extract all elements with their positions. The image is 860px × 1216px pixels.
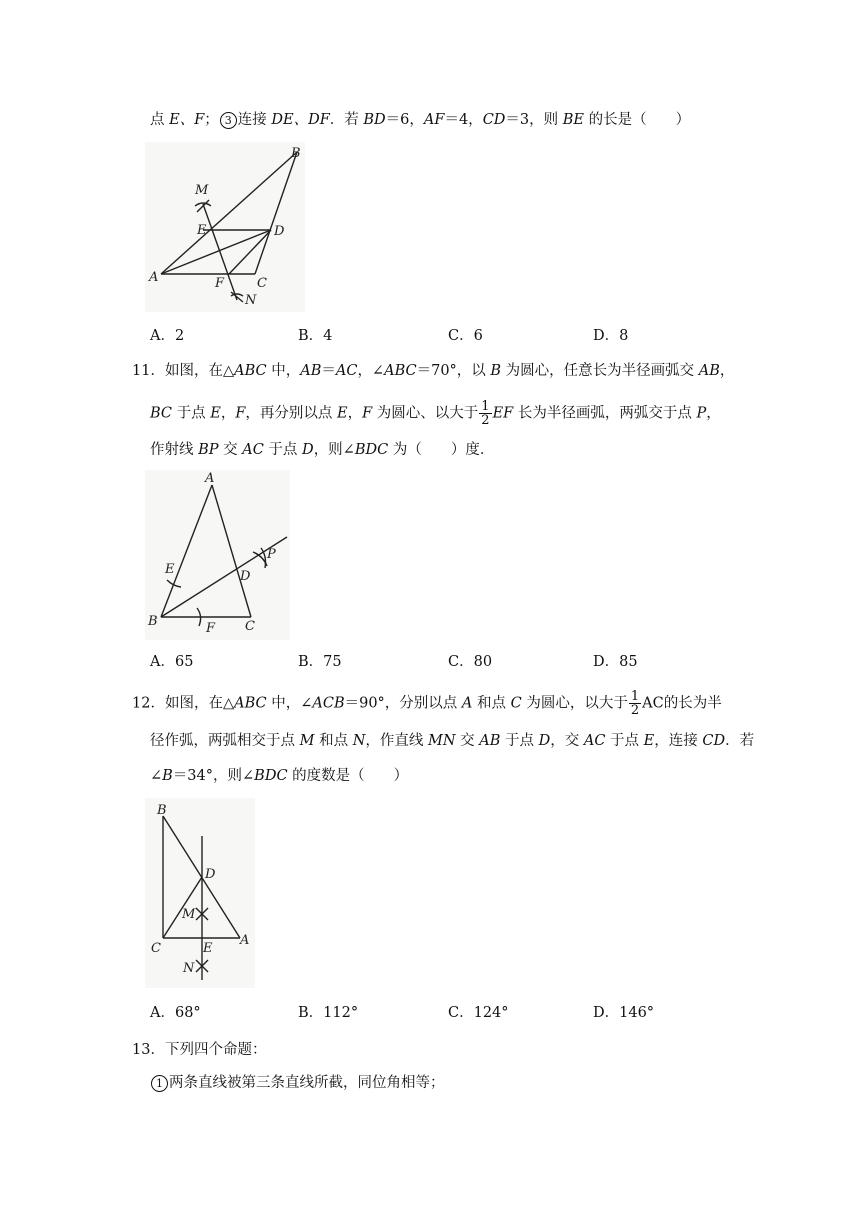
q12-stem-line-2: 径作弧，两弧相交于点 M 和点 N，作直线 MN 交 AB 于点 D，交 AC 于点 E，连接 CD．若 <box>150 733 755 749</box>
q12-label-N: N <box>183 961 195 976</box>
q10-option-d[interactable]: D．8 <box>593 328 629 344</box>
q10-label-D: D <box>274 224 285 239</box>
step-3-marker: 3 <box>220 112 237 129</box>
q11-label-D: D <box>240 569 251 584</box>
q12-option-d[interactable]: D．146° <box>593 1005 655 1021</box>
q11-label-C: C <box>245 619 255 634</box>
q10-label-E: E <box>197 223 207 238</box>
q10-figure <box>145 142 305 312</box>
item-1-marker: 1 <box>151 1075 168 1092</box>
fraction-one-half: $\frac{1}{2}$ <box>481 399 490 428</box>
q12-stem-line-3: ∠B＝34°，则∠BDC 的度数是（ ） <box>150 768 409 784</box>
q10-label-F: F <box>215 276 225 291</box>
q10-option-b[interactable]: B．4 <box>298 328 333 344</box>
q11-label-E: E <box>165 562 175 577</box>
q10-text-line: 点 E、F； 3 连接 DE、DF．若 BD＝6，AF＝4，CD＝3，则 BE 的长是（ ） <box>150 112 691 128</box>
q11-label-P: P <box>267 547 276 562</box>
fraction-one-half: $\frac{1}{2}$ <box>630 689 640 718</box>
q10-option-c[interactable]: C．6 <box>448 328 483 344</box>
q12-figure <box>145 798 255 988</box>
q12-label-C: C <box>151 941 161 956</box>
q10-option-a[interactable]: A．2 <box>150 328 185 344</box>
q10-label-N: N <box>245 293 257 308</box>
q12-label-B: B <box>157 803 167 818</box>
q11-option-b[interactable]: B．75 <box>298 654 342 670</box>
q10-label-A: A <box>149 270 159 285</box>
q13-proposition-1: 1 两条直线被第三条直线所截，同位角相等； <box>150 1073 445 1093</box>
q12-label-E: E <box>203 941 213 956</box>
q12-option-a[interactable]: A．68° <box>150 1005 201 1021</box>
q10-label-C: C <box>257 276 267 291</box>
q11-label-F: F <box>206 621 216 636</box>
q13-stem-line-1: 13．下列四个命题： <box>132 1042 267 1058</box>
q11-label-A: A <box>205 471 215 486</box>
q11-option-c[interactable]: C．80 <box>448 654 493 670</box>
q12-option-c[interactable]: C．124° <box>448 1005 509 1021</box>
q10-label-M: M <box>195 183 209 198</box>
q10-label-B: B <box>291 146 301 161</box>
q11-label-B: B <box>148 614 158 629</box>
q12-label-D: D <box>205 867 216 882</box>
q11-stem-line-2: BC 于点 E，F，再分别以点 E，F 为圆心、以大于 $\frac{1}{2}$ EF 长为半径画弧，两弧交于点 P， <box>150 399 721 428</box>
q12-stem-line-1: 12．如图，在△ABC 中，∠ACB＝90°，分别以点 A 和点 C 为圆心，以大于 $\frac{1}{2}$ AC的长为半 <box>132 689 722 718</box>
q12-option-b[interactable]: B．112° <box>298 1005 359 1021</box>
q11-stem-line-1: 11．如图，在△ABC 中，AB＝AC，∠ABC＝70°，以 B 为圆心，任意长为半径画弧交 AB， <box>132 363 735 379</box>
q12-label-M: M <box>182 907 196 922</box>
q11-stem-line-3: 作射线 BP 交 AC 于点 D，则∠BDC 为（ ）度． <box>150 442 495 458</box>
q11-option-d[interactable]: D．85 <box>593 654 638 670</box>
q12-label-A: A <box>240 933 250 948</box>
q11-figure <box>145 470 290 640</box>
q11-option-a[interactable]: A．65 <box>150 654 194 670</box>
